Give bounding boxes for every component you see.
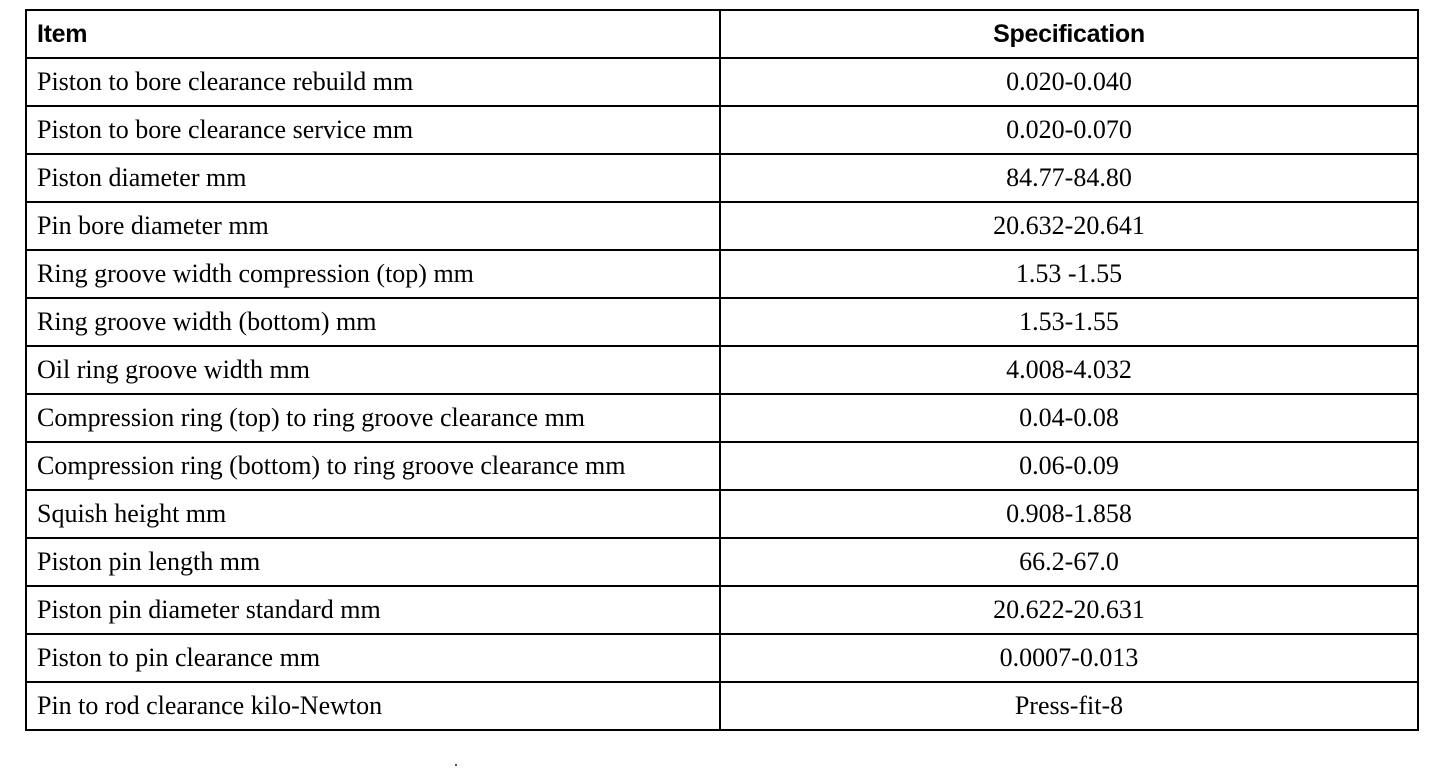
spec-cell: 4.008-4.032	[720, 346, 1418, 394]
item-cell: Piston to pin clearance mm	[26, 634, 720, 682]
item-cell: Piston to bore clearance rebuild mm	[26, 58, 720, 106]
column-header-specification: Specification	[720, 10, 1418, 58]
spec-cell: Press-fit-8	[720, 682, 1418, 730]
spec-cell: 1.53 -1.55	[720, 250, 1418, 298]
spec-cell: 20.632-20.641	[720, 202, 1418, 250]
spec-cell: 0.04-0.08	[720, 394, 1418, 442]
scan-speck	[455, 764, 457, 766]
item-cell: Piston to bore clearance service mm	[26, 106, 720, 154]
spec-cell: 0.020-0.040	[720, 58, 1418, 106]
table-row	[26, 538, 1418, 586]
item-cell: Compression ring (bottom) to ring groove clearance mm	[26, 442, 720, 490]
table-row	[26, 154, 1418, 202]
spec-cell: 20.622-20.631	[720, 586, 1418, 634]
item-cell: Piston pin length mm	[26, 538, 720, 586]
table-row	[26, 490, 1418, 538]
table-row	[26, 58, 1418, 106]
spec-cell: 66.2-67.0	[720, 538, 1418, 586]
item-cell: Pin bore diameter mm	[26, 202, 720, 250]
table-row	[26, 442, 1418, 490]
item-cell: Ring groove width compression (top) mm	[26, 250, 720, 298]
item-cell: Pin to rod clearance kilo-Newton	[26, 682, 720, 730]
spec-cell: 0.020-0.070	[720, 106, 1418, 154]
item-cell: Piston pin diameter standard mm	[26, 586, 720, 634]
spec-cell: 1.53-1.55	[720, 298, 1418, 346]
table-header-row	[26, 10, 1418, 58]
spec-cell: 0.908-1.858	[720, 490, 1418, 538]
table-row	[26, 634, 1418, 682]
table-row	[26, 250, 1418, 298]
table-row	[26, 586, 1418, 634]
item-cell: Piston diameter mm	[26, 154, 720, 202]
table-row	[26, 202, 1418, 250]
item-cell: Squish height mm	[26, 490, 720, 538]
column-header-item: Item	[26, 10, 720, 58]
spec-cell: 84.77-84.80	[720, 154, 1418, 202]
table-row	[26, 298, 1418, 346]
specification-table	[25, 9, 1419, 731]
table-row	[26, 106, 1418, 154]
table-row	[26, 346, 1418, 394]
item-cell: Compression ring (top) to ring groove clearance mm	[26, 394, 720, 442]
spec-cell: 0.06-0.09	[720, 442, 1418, 490]
table-row	[26, 682, 1418, 730]
item-cell: Ring groove width (bottom) mm	[26, 298, 720, 346]
table-row	[26, 394, 1418, 442]
spec-cell: 0.0007-0.013	[720, 634, 1418, 682]
item-cell: Oil ring groove width mm	[26, 346, 720, 394]
